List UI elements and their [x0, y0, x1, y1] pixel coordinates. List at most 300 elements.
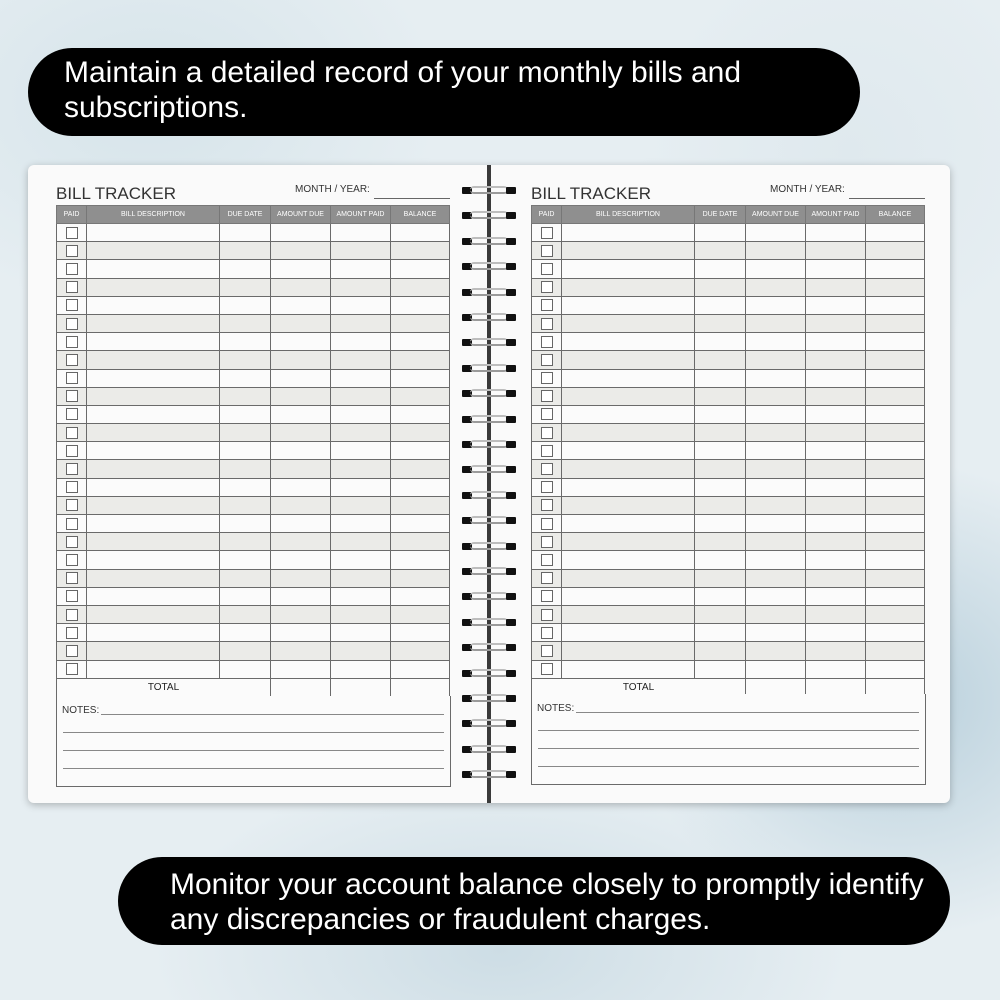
paid-cell[interactable] — [532, 660, 562, 678]
amount-paid-cell[interactable] — [806, 387, 866, 405]
checkbox-icon[interactable] — [66, 645, 78, 657]
balance-cell[interactable] — [866, 351, 925, 369]
amount-paid-cell[interactable] — [806, 424, 866, 442]
checkbox-icon[interactable] — [66, 427, 78, 439]
paid-cell[interactable] — [532, 242, 562, 260]
paid-cell[interactable] — [57, 296, 87, 314]
due-date-cell[interactable] — [220, 314, 271, 332]
balance-cell[interactable] — [391, 642, 450, 660]
total-amount-due-cell[interactable] — [271, 678, 331, 696]
bill-description-cell[interactable] — [87, 478, 220, 496]
bill-description-cell[interactable] — [562, 224, 695, 242]
due-date-cell[interactable] — [695, 351, 746, 369]
paid-cell[interactable] — [532, 260, 562, 278]
paid-cell[interactable] — [57, 624, 87, 642]
balance-cell[interactable] — [866, 551, 925, 569]
checkbox-icon[interactable] — [66, 554, 78, 566]
balance-cell[interactable] — [391, 551, 450, 569]
amount-paid-cell[interactable] — [331, 660, 391, 678]
due-date-cell[interactable] — [695, 387, 746, 405]
checkbox-icon[interactable] — [66, 227, 78, 239]
due-date-cell[interactable] — [220, 369, 271, 387]
bill-description-cell[interactable] — [562, 351, 695, 369]
bill-description-cell[interactable] — [562, 551, 695, 569]
amount-due-cell[interactable] — [746, 369, 806, 387]
amount-due-cell[interactable] — [746, 333, 806, 351]
checkbox-icon[interactable] — [541, 645, 553, 657]
balance-cell[interactable] — [866, 624, 925, 642]
amount-due-cell[interactable] — [746, 551, 806, 569]
balance-cell[interactable] — [391, 515, 450, 533]
amount-due-cell[interactable] — [746, 296, 806, 314]
amount-paid-cell[interactable] — [806, 624, 866, 642]
amount-paid-cell[interactable] — [806, 478, 866, 496]
balance-cell[interactable] — [866, 569, 925, 587]
bill-description-cell[interactable] — [87, 369, 220, 387]
checkbox-icon[interactable] — [66, 263, 78, 275]
amount-paid-cell[interactable] — [331, 515, 391, 533]
bill-description-cell[interactable] — [87, 533, 220, 551]
paid-cell[interactable] — [532, 224, 562, 242]
checkbox-icon[interactable] — [66, 318, 78, 330]
paid-cell[interactable] — [532, 296, 562, 314]
amount-paid-cell[interactable] — [806, 569, 866, 587]
balance-cell[interactable] — [866, 533, 925, 551]
balance-cell[interactable] — [866, 478, 925, 496]
bill-description-cell[interactable] — [87, 496, 220, 514]
bill-description-cell[interactable] — [87, 660, 220, 678]
amount-paid-cell[interactable] — [331, 460, 391, 478]
due-date-cell[interactable] — [695, 369, 746, 387]
due-date-cell[interactable] — [695, 314, 746, 332]
due-date-cell[interactable] — [695, 460, 746, 478]
amount-due-cell[interactable] — [271, 224, 331, 242]
bill-description-cell[interactable] — [562, 405, 695, 423]
amount-due-cell[interactable] — [271, 587, 331, 605]
bill-description-cell[interactable] — [87, 260, 220, 278]
amount-paid-cell[interactable] — [331, 369, 391, 387]
bill-description-cell[interactable] — [562, 569, 695, 587]
checkbox-icon[interactable] — [541, 354, 553, 366]
amount-due-cell[interactable] — [271, 424, 331, 442]
balance-cell[interactable] — [866, 496, 925, 514]
amount-due-cell[interactable] — [271, 624, 331, 642]
amount-due-cell[interactable] — [271, 515, 331, 533]
amount-due-cell[interactable] — [746, 624, 806, 642]
checkbox-icon[interactable] — [541, 263, 553, 275]
due-date-cell[interactable] — [695, 496, 746, 514]
due-date-cell[interactable] — [220, 533, 271, 551]
paid-cell[interactable] — [57, 533, 87, 551]
checkbox-icon[interactable] — [66, 572, 78, 584]
bill-description-cell[interactable] — [87, 351, 220, 369]
amount-due-cell[interactable] — [271, 351, 331, 369]
amount-due-cell[interactable] — [746, 314, 806, 332]
amount-paid-cell[interactable] — [806, 405, 866, 423]
checkbox-icon[interactable] — [66, 336, 78, 348]
checkbox-icon[interactable] — [541, 227, 553, 239]
bill-description-cell[interactable] — [87, 642, 220, 660]
due-date-cell[interactable] — [220, 387, 271, 405]
amount-paid-cell[interactable] — [806, 260, 866, 278]
bill-description-cell[interactable] — [562, 424, 695, 442]
amount-paid-cell[interactable] — [806, 660, 866, 678]
amount-paid-cell[interactable] — [331, 478, 391, 496]
amount-paid-cell[interactable] — [806, 333, 866, 351]
balance-cell[interactable] — [391, 296, 450, 314]
paid-cell[interactable] — [532, 333, 562, 351]
bill-description-cell[interactable] — [562, 605, 695, 623]
checkbox-icon[interactable] — [66, 590, 78, 602]
due-date-cell[interactable] — [220, 642, 271, 660]
balance-cell[interactable] — [391, 369, 450, 387]
bill-description-cell[interactable] — [562, 242, 695, 260]
month-year-field[interactable] — [374, 198, 450, 199]
amount-due-cell[interactable] — [746, 587, 806, 605]
due-date-cell[interactable] — [220, 296, 271, 314]
notes-box[interactable] — [531, 694, 926, 785]
balance-cell[interactable] — [391, 496, 450, 514]
paid-cell[interactable] — [57, 642, 87, 660]
checkbox-icon[interactable] — [541, 627, 553, 639]
amount-due-cell[interactable] — [746, 642, 806, 660]
amount-paid-cell[interactable] — [331, 569, 391, 587]
due-date-cell[interactable] — [695, 642, 746, 660]
due-date-cell[interactable] — [695, 442, 746, 460]
due-date-cell[interactable] — [220, 660, 271, 678]
amount-due-cell[interactable] — [271, 260, 331, 278]
checkbox-icon[interactable] — [541, 481, 553, 493]
paid-cell[interactable] — [57, 660, 87, 678]
bill-description-cell[interactable] — [87, 551, 220, 569]
bill-description-cell[interactable] — [87, 515, 220, 533]
bill-description-cell[interactable] — [562, 278, 695, 296]
amount-paid-cell[interactable] — [331, 351, 391, 369]
paid-cell[interactable] — [57, 569, 87, 587]
due-date-cell[interactable] — [695, 569, 746, 587]
due-date-cell[interactable] — [220, 605, 271, 623]
amount-paid-cell[interactable] — [806, 496, 866, 514]
bill-description-cell[interactable] — [562, 533, 695, 551]
paid-cell[interactable] — [532, 351, 562, 369]
amount-due-cell[interactable] — [746, 496, 806, 514]
bill-description-cell[interactable] — [562, 460, 695, 478]
bill-description-cell[interactable] — [87, 296, 220, 314]
amount-paid-cell[interactable] — [806, 224, 866, 242]
total-amount-paid-cell[interactable] — [331, 678, 391, 696]
notes-box[interactable] — [56, 696, 451, 787]
paid-cell[interactable] — [532, 278, 562, 296]
checkbox-icon[interactable] — [541, 554, 553, 566]
bill-description-cell[interactable] — [87, 314, 220, 332]
amount-due-cell[interactable] — [746, 387, 806, 405]
amount-paid-cell[interactable] — [331, 296, 391, 314]
amount-due-cell[interactable] — [271, 333, 331, 351]
bill-description-cell[interactable] — [87, 278, 220, 296]
bill-description-cell[interactable] — [562, 260, 695, 278]
bill-description-cell[interactable] — [562, 314, 695, 332]
checkbox-icon[interactable] — [541, 663, 553, 675]
due-date-cell[interactable] — [220, 405, 271, 423]
bill-description-cell[interactable] — [87, 624, 220, 642]
due-date-cell[interactable] — [220, 569, 271, 587]
due-date-cell[interactable] — [695, 587, 746, 605]
amount-paid-cell[interactable] — [331, 496, 391, 514]
balance-cell[interactable] — [391, 278, 450, 296]
bill-description-cell[interactable] — [562, 296, 695, 314]
due-date-cell[interactable] — [695, 260, 746, 278]
amount-paid-cell[interactable] — [806, 642, 866, 660]
amount-paid-cell[interactable] — [331, 624, 391, 642]
amount-paid-cell[interactable] — [331, 333, 391, 351]
bill-description-cell[interactable] — [562, 369, 695, 387]
checkbox-icon[interactable] — [541, 463, 553, 475]
amount-paid-cell[interactable] — [806, 533, 866, 551]
balance-cell[interactable] — [866, 224, 925, 242]
due-date-cell[interactable] — [695, 333, 746, 351]
total-balance-cell[interactable] — [391, 678, 450, 696]
balance-cell[interactable] — [391, 533, 450, 551]
checkbox-icon[interactable] — [66, 518, 78, 530]
paid-cell[interactable] — [57, 442, 87, 460]
balance-cell[interactable] — [391, 605, 450, 623]
due-date-cell[interactable] — [220, 278, 271, 296]
bill-description-cell[interactable] — [562, 442, 695, 460]
due-date-cell[interactable] — [220, 587, 271, 605]
due-date-cell[interactable] — [695, 224, 746, 242]
balance-cell[interactable] — [866, 314, 925, 332]
paid-cell[interactable] — [57, 478, 87, 496]
paid-cell[interactable] — [532, 478, 562, 496]
bill-description-cell[interactable] — [87, 242, 220, 260]
amount-due-cell[interactable] — [746, 260, 806, 278]
amount-paid-cell[interactable] — [806, 351, 866, 369]
paid-cell[interactable] — [532, 515, 562, 533]
due-date-cell[interactable] — [695, 624, 746, 642]
balance-cell[interactable] — [391, 587, 450, 605]
amount-paid-cell[interactable] — [331, 242, 391, 260]
checkbox-icon[interactable] — [541, 427, 553, 439]
due-date-cell[interactable] — [220, 333, 271, 351]
paid-cell[interactable] — [532, 460, 562, 478]
amount-due-cell[interactable] — [271, 660, 331, 678]
amount-paid-cell[interactable] — [806, 296, 866, 314]
bill-description-cell[interactable] — [562, 642, 695, 660]
amount-due-cell[interactable] — [746, 605, 806, 623]
paid-cell[interactable] — [57, 387, 87, 405]
amount-paid-cell[interactable] — [331, 551, 391, 569]
paid-cell[interactable] — [57, 314, 87, 332]
balance-cell[interactable] — [391, 624, 450, 642]
due-date-cell[interactable] — [695, 551, 746, 569]
bill-description-cell[interactable] — [87, 460, 220, 478]
bill-description-cell[interactable] — [87, 405, 220, 423]
paid-cell[interactable] — [57, 551, 87, 569]
balance-cell[interactable] — [391, 224, 450, 242]
balance-cell[interactable] — [391, 478, 450, 496]
due-date-cell[interactable] — [695, 533, 746, 551]
checkbox-icon[interactable] — [66, 245, 78, 257]
paid-cell[interactable] — [532, 642, 562, 660]
checkbox-icon[interactable] — [541, 445, 553, 457]
amount-due-cell[interactable] — [271, 642, 331, 660]
paid-cell[interactable] — [532, 314, 562, 332]
balance-cell[interactable] — [391, 333, 450, 351]
balance-cell[interactable] — [866, 260, 925, 278]
checkbox-icon[interactable] — [66, 481, 78, 493]
paid-cell[interactable] — [57, 496, 87, 514]
balance-cell[interactable] — [391, 387, 450, 405]
paid-cell[interactable] — [532, 624, 562, 642]
due-date-cell[interactable] — [220, 551, 271, 569]
balance-cell[interactable] — [391, 569, 450, 587]
amount-due-cell[interactable] — [271, 551, 331, 569]
amount-due-cell[interactable] — [271, 314, 331, 332]
checkbox-icon[interactable] — [541, 536, 553, 548]
checkbox-icon[interactable] — [66, 408, 78, 420]
checkbox-icon[interactable] — [541, 318, 553, 330]
amount-due-cell[interactable] — [746, 515, 806, 533]
bill-description-cell[interactable] — [87, 605, 220, 623]
due-date-cell[interactable] — [695, 242, 746, 260]
amount-paid-cell[interactable] — [331, 424, 391, 442]
amount-due-cell[interactable] — [271, 605, 331, 623]
due-date-cell[interactable] — [220, 260, 271, 278]
due-date-cell[interactable] — [220, 224, 271, 242]
balance-cell[interactable] — [866, 424, 925, 442]
bill-description-cell[interactable] — [562, 515, 695, 533]
due-date-cell[interactable] — [695, 660, 746, 678]
due-date-cell[interactable] — [695, 424, 746, 442]
due-date-cell[interactable] — [220, 515, 271, 533]
balance-cell[interactable] — [391, 460, 450, 478]
balance-cell[interactable] — [866, 460, 925, 478]
paid-cell[interactable] — [57, 224, 87, 242]
checkbox-icon[interactable] — [66, 445, 78, 457]
due-date-cell[interactable] — [695, 278, 746, 296]
amount-paid-cell[interactable] — [806, 442, 866, 460]
amount-paid-cell[interactable] — [806, 460, 866, 478]
bill-description-cell[interactable] — [87, 387, 220, 405]
checkbox-icon[interactable] — [66, 299, 78, 311]
paid-cell[interactable] — [532, 551, 562, 569]
month-year-field[interactable] — [849, 198, 925, 199]
balance-cell[interactable] — [866, 442, 925, 460]
due-date-cell[interactable] — [695, 478, 746, 496]
balance-cell[interactable] — [866, 278, 925, 296]
bill-description-cell[interactable] — [87, 424, 220, 442]
amount-due-cell[interactable] — [271, 496, 331, 514]
balance-cell[interactable] — [391, 405, 450, 423]
paid-cell[interactable] — [57, 242, 87, 260]
checkbox-icon[interactable] — [66, 372, 78, 384]
checkbox-icon[interactable] — [541, 336, 553, 348]
balance-cell[interactable] — [391, 660, 450, 678]
bill-description-cell[interactable] — [562, 624, 695, 642]
checkbox-icon[interactable] — [66, 390, 78, 402]
paid-cell[interactable] — [532, 569, 562, 587]
balance-cell[interactable] — [866, 369, 925, 387]
amount-paid-cell[interactable] — [331, 442, 391, 460]
paid-cell[interactable] — [532, 533, 562, 551]
checkbox-icon[interactable] — [541, 518, 553, 530]
bill-description-cell[interactable] — [87, 333, 220, 351]
bill-description-cell[interactable] — [87, 587, 220, 605]
checkbox-icon[interactable] — [541, 499, 553, 511]
due-date-cell[interactable] — [695, 296, 746, 314]
balance-cell[interactable] — [866, 642, 925, 660]
checkbox-icon[interactable] — [66, 536, 78, 548]
balance-cell[interactable] — [866, 387, 925, 405]
balance-cell[interactable] — [391, 242, 450, 260]
balance-cell[interactable] — [866, 515, 925, 533]
amount-paid-cell[interactable] — [331, 587, 391, 605]
due-date-cell[interactable] — [220, 424, 271, 442]
due-date-cell[interactable] — [220, 351, 271, 369]
checkbox-icon[interactable] — [541, 590, 553, 602]
paid-cell[interactable] — [57, 260, 87, 278]
amount-paid-cell[interactable] — [331, 387, 391, 405]
paid-cell[interactable] — [532, 587, 562, 605]
checkbox-icon[interactable] — [66, 663, 78, 675]
paid-cell[interactable] — [57, 369, 87, 387]
amount-paid-cell[interactable] — [806, 278, 866, 296]
amount-due-cell[interactable] — [746, 442, 806, 460]
bill-description-cell[interactable] — [562, 333, 695, 351]
paid-cell[interactable] — [532, 496, 562, 514]
checkbox-icon[interactable] — [541, 408, 553, 420]
amount-paid-cell[interactable] — [331, 642, 391, 660]
checkbox-icon[interactable] — [66, 499, 78, 511]
checkbox-icon[interactable] — [541, 281, 553, 293]
checkbox-icon[interactable] — [541, 299, 553, 311]
checkbox-icon[interactable] — [66, 354, 78, 366]
balance-cell[interactable] — [391, 314, 450, 332]
amount-due-cell[interactable] — [746, 424, 806, 442]
bill-description-cell[interactable] — [562, 496, 695, 514]
amount-due-cell[interactable] — [746, 224, 806, 242]
amount-due-cell[interactable] — [746, 478, 806, 496]
bill-description-cell[interactable] — [562, 587, 695, 605]
amount-paid-cell[interactable] — [331, 405, 391, 423]
bill-description-cell[interactable] — [87, 442, 220, 460]
balance-cell[interactable] — [866, 296, 925, 314]
paid-cell[interactable] — [532, 424, 562, 442]
balance-cell[interactable] — [391, 442, 450, 460]
amount-due-cell[interactable] — [746, 533, 806, 551]
paid-cell[interactable] — [57, 333, 87, 351]
paid-cell[interactable] — [57, 587, 87, 605]
amount-paid-cell[interactable] — [331, 224, 391, 242]
balance-cell[interactable] — [866, 333, 925, 351]
paid-cell[interactable] — [57, 605, 87, 623]
balance-cell[interactable] — [391, 424, 450, 442]
amount-paid-cell[interactable] — [331, 278, 391, 296]
amount-paid-cell[interactable] — [806, 587, 866, 605]
amount-due-cell[interactable] — [746, 569, 806, 587]
amount-due-cell[interactable] — [746, 460, 806, 478]
amount-due-cell[interactable] — [271, 405, 331, 423]
amount-due-cell[interactable] — [271, 296, 331, 314]
amount-paid-cell[interactable] — [806, 551, 866, 569]
checkbox-icon[interactable] — [66, 463, 78, 475]
balance-cell[interactable] — [391, 260, 450, 278]
amount-paid-cell[interactable] — [806, 605, 866, 623]
paid-cell[interactable] — [532, 369, 562, 387]
checkbox-icon[interactable] — [541, 372, 553, 384]
amount-due-cell[interactable] — [271, 478, 331, 496]
amount-due-cell[interactable] — [271, 460, 331, 478]
